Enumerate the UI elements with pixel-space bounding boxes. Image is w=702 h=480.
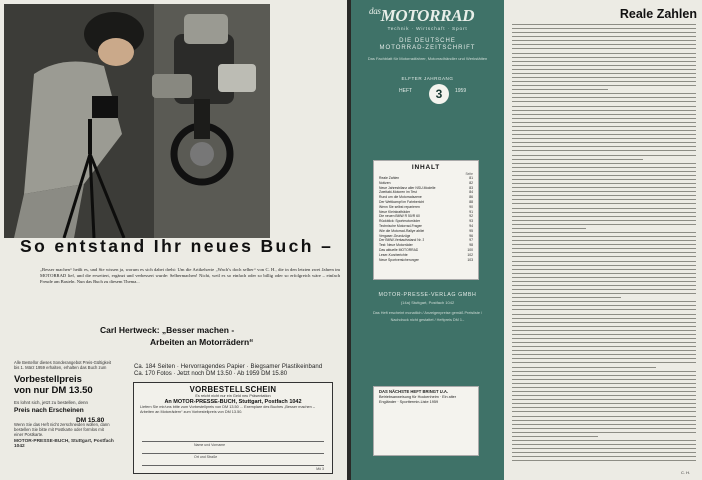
article-title: Reale Zahlen	[619, 7, 697, 21]
publisher-info: Das Heft erscheint monatlich / Anzeigenpreise gemäß Preisliste / Nachdruck nicht gestattet / Heftpreis DM 1.-	[372, 311, 483, 322]
article-line	[512, 36, 696, 37]
logo-text: MOTORRAD	[380, 6, 475, 25]
article-line	[512, 399, 696, 400]
article-line	[512, 203, 696, 204]
article-line	[512, 281, 696, 282]
article-line	[512, 346, 696, 347]
order-form-title: VORBESTELLSCHEIN	[189, 385, 277, 394]
article-line	[512, 354, 696, 355]
issue-year: 1959	[455, 88, 467, 94]
article-line	[512, 187, 696, 188]
article-line	[512, 460, 696, 461]
article-line	[512, 73, 696, 74]
article-line	[512, 183, 696, 184]
article-line	[512, 220, 696, 221]
article-line	[512, 411, 696, 412]
article-line	[512, 350, 696, 351]
article-line	[512, 318, 696, 319]
preorder-column	[14, 360, 114, 449]
table-of-contents	[373, 160, 479, 280]
article-line	[512, 383, 696, 384]
toc-entry-title: Neue Kleinkrafträder	[379, 209, 411, 214]
toc-entry-page: 94	[469, 223, 473, 228]
toc-entry-title: Wenn Sie selbst reparieren	[379, 204, 420, 209]
article-line	[512, 432, 696, 433]
toc-entry-page: 100	[467, 247, 473, 252]
order-form-body: Liefern Sie mir/uns bitte zum Vorbestellpreis von DM 13.50 ... Exemplare des Buches „Besser machen – Arbeiten an Motorrädern“ zum Vorbestellpreis von DM 13.50.	[140, 405, 315, 414]
toc-entry-page: 91	[469, 209, 473, 214]
page-mark: Mö 3	[316, 467, 324, 471]
article-line	[512, 334, 696, 335]
article-line	[512, 293, 696, 294]
article-line	[512, 228, 586, 229]
publisher-name: MOTOR-PRESSE-BUCH, Stuttgart, Postfach 1042	[14, 439, 114, 449]
article-line	[512, 142, 696, 143]
article-line	[512, 326, 696, 327]
article-line	[512, 97, 696, 98]
article-line	[512, 420, 696, 421]
article-line	[512, 24, 696, 25]
article-line	[512, 285, 696, 286]
toc-entry-page: 102	[467, 252, 473, 257]
article-line	[512, 163, 696, 164]
toc-entry-title: Neue Jahresbilanz aller NSU-Modelle	[379, 185, 436, 190]
article-line	[512, 403, 696, 404]
book-price-info: Ca. 170 Fotos · Jetzt noch DM 13.50 · Ab 1959 DM 15.80	[134, 371, 288, 377]
pub-description: Das Fachblatt für Motorradfahrer, Motorradhändler und Werkstätten	[367, 56, 488, 61]
article-line	[512, 269, 696, 270]
toc-entry-page: 88	[469, 199, 473, 204]
article-line	[512, 126, 696, 127]
book-features: Ca. 184 Seiten · Hervorragendes Papier · Biegsamer Plastikeinband	[134, 364, 323, 370]
article-line	[512, 81, 696, 82]
article-line	[512, 40, 696, 41]
article-line	[512, 440, 696, 441]
article-line	[512, 305, 696, 306]
article-line	[512, 171, 696, 172]
toc-page-column: Seite	[465, 172, 473, 176]
article-line	[512, 110, 696, 111]
article-line	[512, 362, 696, 363]
toc-entry-page: 86	[469, 195, 473, 200]
issue-number-badge: 3	[429, 84, 449, 104]
toc-row	[379, 258, 473, 263]
article-line	[512, 138, 696, 139]
article-line	[512, 265, 696, 266]
article-line	[512, 212, 696, 213]
article-line	[512, 309, 696, 310]
name-label: Name und Vorname	[194, 443, 226, 447]
article-line	[512, 195, 696, 196]
toc-entry-page: 96	[469, 233, 473, 238]
toc-entry-title: Test: Neue Motorräder	[379, 243, 413, 248]
toc-entry-title: Wie die Motorrad-Rallye ablief	[379, 228, 425, 233]
toc-entry-page: 92	[469, 214, 473, 219]
toc-entry-title: Reale Zahlen	[379, 176, 400, 180]
toc-entry-page: 90	[469, 204, 473, 209]
toc-list	[379, 176, 473, 262]
article-line	[512, 448, 696, 449]
article-line	[512, 130, 696, 131]
article-line	[512, 134, 696, 135]
article-line	[512, 208, 696, 209]
toc-entry-title: Rund um die Motorradszene	[379, 195, 422, 200]
article-line	[512, 106, 696, 107]
toc-entry-title: Der Wettkampf im Fahrbericht	[379, 199, 425, 204]
article-line	[512, 342, 696, 343]
article-line	[512, 48, 696, 49]
article-line	[512, 32, 696, 33]
article-line	[512, 387, 696, 388]
toc-entry-page: 84	[469, 190, 473, 195]
article-line	[512, 101, 696, 102]
toc-entry-title: Zweitakt-Motoren im Test	[379, 190, 417, 195]
article-line	[512, 436, 598, 437]
next-issue-box	[373, 386, 479, 456]
article-line	[512, 240, 696, 241]
article-line	[512, 407, 696, 408]
article-body	[512, 24, 696, 464]
signature-field[interactable]	[142, 465, 324, 466]
article-line	[512, 179, 696, 180]
article-line	[512, 155, 696, 156]
article-line	[512, 57, 696, 58]
article-line	[512, 452, 696, 453]
article-line	[512, 167, 696, 168]
photo-illustration	[4, 4, 270, 238]
article-line	[512, 65, 696, 66]
article-line	[512, 256, 696, 257]
article-line	[512, 114, 696, 115]
issue-label: HEFT	[399, 88, 413, 94]
article-line	[512, 61, 696, 62]
toc-entry-page: 95	[469, 228, 473, 233]
article-line	[512, 248, 696, 249]
magazine-logo	[369, 6, 474, 26]
logo-prefix: das	[369, 6, 381, 16]
article-line	[512, 118, 696, 119]
after-note: Es lohnt sich, jetzt zu bestellen, denn	[14, 400, 89, 405]
article-line	[512, 77, 696, 78]
article-line	[512, 150, 696, 151]
toc-entry-title: Neue Sportversicherungen	[379, 257, 420, 262]
pub-line2: MOTORRAD-ZEITSCHRIFT	[379, 45, 476, 51]
magazine-tagline: Technik · Wirtschaft · Sport	[387, 27, 468, 32]
toc-title: INHALT	[411, 164, 441, 171]
preorder-price: von nur DM 13.50	[14, 385, 93, 396]
article-line	[512, 375, 696, 376]
toc-entry-title: Das aktuelle MOTORRAD	[379, 247, 419, 252]
article-line	[512, 44, 696, 45]
order-form-address: An MOTOR-PRESSE-BUCH, Stuttgart, Postfach 1042	[164, 399, 302, 405]
article-line	[512, 395, 696, 396]
toc-entry-title: Notizen	[379, 180, 391, 185]
article-line	[512, 93, 696, 94]
toc-entry-title: Leser-Kurzberichte	[379, 252, 408, 257]
article-line	[512, 371, 696, 372]
article-line	[512, 159, 643, 160]
toc-entry-page: 97	[469, 238, 473, 243]
article-line	[512, 191, 696, 192]
toc-entry-page: 83	[469, 185, 473, 190]
article-line	[512, 199, 696, 200]
article-line	[512, 322, 696, 323]
article-line	[512, 69, 696, 70]
article-line	[512, 379, 696, 380]
book-title-line1: Carl Hertweck: „Besser machen -	[100, 325, 235, 335]
article-line	[512, 224, 696, 225]
toc-entry-title: Der BMW-Verkaufsstand Nr. 3	[379, 238, 425, 243]
article-line	[512, 301, 696, 302]
article-line	[512, 216, 696, 217]
article-line	[512, 391, 696, 392]
article-line	[512, 338, 696, 339]
regular-price: DM 15.80	[76, 417, 105, 424]
toc-entry-title: Technische Motorrad-Fragen	[379, 223, 423, 228]
article-line	[512, 424, 696, 425]
article-line	[512, 314, 696, 315]
article-line	[512, 28, 696, 29]
book-title-line2: Arbeiten an Motorrädern“	[150, 337, 254, 347]
article-line	[512, 232, 696, 233]
address-label: Ort und Straße	[194, 455, 218, 459]
toc-entry-title: Vergaser-Grundzüge	[379, 233, 411, 238]
right-page	[351, 0, 702, 480]
article-line	[512, 236, 696, 237]
article-line	[512, 358, 696, 359]
article-line	[512, 85, 696, 86]
next-issue-label: DAS NÄCHSTE HEFT BRINGT U.A.	[379, 389, 449, 394]
article-line	[512, 89, 608, 90]
name-field[interactable]	[142, 441, 324, 442]
article-line	[512, 330, 696, 331]
address-field[interactable]	[142, 453, 324, 454]
toc-entry-page: 93	[469, 219, 473, 224]
toc-entry-page: 81	[469, 176, 473, 180]
article-line	[512, 367, 656, 368]
article-line	[512, 273, 696, 274]
article-line	[512, 175, 696, 176]
toc-entry-title: Rückblick: Sportmotorräder	[379, 219, 421, 224]
article-line	[512, 428, 696, 429]
article-line	[512, 416, 696, 417]
toc-entry-page: 103	[467, 257, 473, 262]
toc-entry-page: 98	[469, 243, 473, 248]
article-line	[512, 146, 696, 147]
article-line	[512, 277, 696, 278]
article-line	[512, 252, 696, 253]
article-line	[512, 444, 696, 445]
contact-note: Wenn Sie das Heft nicht zerschneiden wollen, dann bestellen Sie bitte mit Postkarte oder formlos mit einer Postkarte.	[14, 422, 110, 437]
article-line	[512, 289, 696, 290]
pub-line1: DIE DEUTSCHE	[399, 38, 456, 44]
publisher-address: (14a) Stuttgart, Postfach 1042	[400, 300, 455, 305]
article-line	[512, 456, 696, 457]
next-issue-items: Betriebsanweisung für Hockenheim · Ein alter Engländer · Sporttermin-Liste 1959	[379, 394, 457, 404]
article-line	[512, 122, 696, 123]
publisher-heading: MOTOR-PRESSE-VERLAG GMBH	[378, 292, 477, 298]
motorcycle-workshop-photo	[4, 4, 270, 238]
preorder-title: Vorbestellpreis	[14, 374, 82, 385]
toc-entry-page: 82	[469, 180, 473, 185]
volume-label: ELFTER JAHRGANG	[401, 76, 454, 81]
order-form-subtitle: Es reicht nicht nur ein Geld neu Präsentation	[195, 394, 271, 398]
article-line	[512, 297, 621, 298]
intro-text	[40, 267, 340, 313]
article-signature: C. H.	[681, 470, 691, 475]
masthead-panel	[351, 0, 504, 480]
article-line	[512, 244, 696, 245]
order-form[interactable]	[133, 382, 333, 474]
intro-paragraph: „Besser machen“ heißt es, und Sie wissen ja, worum es sich dabei dreht: Um die Artikelserie „Wach’s doch selber“ von C. H., die in den letzten zwei Jahren im MOTORRAD lief, und die erweitert, ergänzt und verbessert wurde: Selbermachen! Nicht, weil es so einfach oder so billig oder so erfolgreich wäre – einfach Freude am Basteln. Nun das Buch zu diesem Thema...	[40, 267, 340, 284]
regular-price-label: Preis nach Erscheinen	[14, 407, 84, 414]
promo-note: Alle Bestellor dieses Sonderangebot Preis-Gültigkeit bis 1. März 1959 erhalten, erhalten das Buch zum	[14, 360, 112, 370]
book-headline: So entstand Ihr neues Buch –	[20, 236, 334, 256]
article-line	[512, 53, 696, 54]
toc-entry-title: Die neuen BMW R 50/R 60	[379, 214, 420, 219]
left-page	[0, 0, 347, 480]
article-line	[512, 261, 696, 262]
